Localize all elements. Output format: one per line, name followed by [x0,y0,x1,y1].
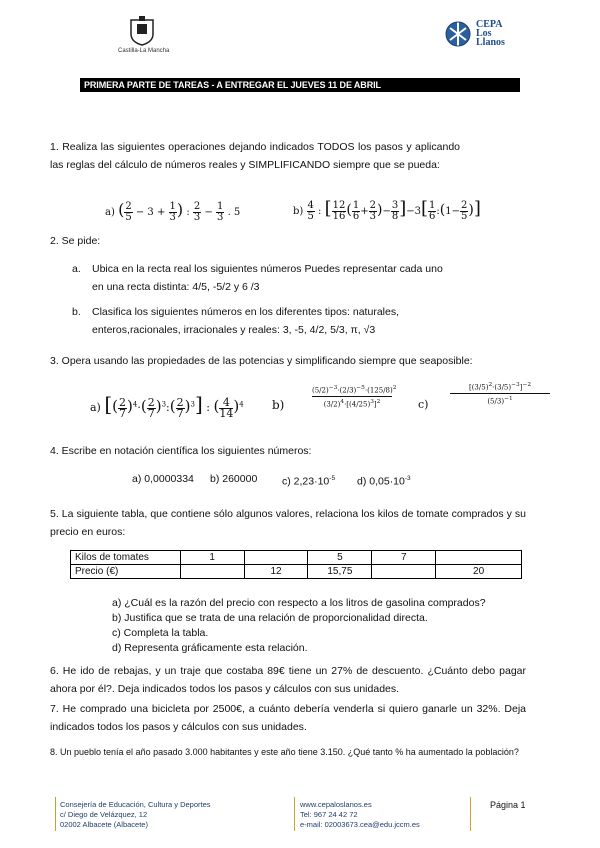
cepa-line1: CEPA [476,19,503,30]
question-1b-expression: b) $\frac{4}{5}$ : [ $\frac{12}{16}$ ( $\frac{1}{6}$ + $\frac{2}{3}$ )− $\frac{3}{8}$ ]−3[ $\frac{1}{6}$ :(1− $\frac{2}{5}$ )] [293,198,481,222]
question-8-text: 8. Un pueblo tenía el año pasado 3.000 habitantes y este año tiene 3.150. ¿Qué tanto % ha aumentado la población? [50,747,519,757]
q4d-exp: -3 [404,475,411,482]
question-1a-expression: a) ( $\frac{2}{5}$ − 3 + $\frac{1}{3}$ ) : $\frac{2}{3}$ − $\frac{1}{3}$ . 5 [105,200,241,223]
footer-address [60,800,211,830]
footer-org: Consejería de Educación, Cultura y Deportes [60,800,211,809]
page-number: Página 1 [490,800,526,810]
table-cell: 1 [180,551,244,565]
question-4c [282,470,335,491]
question-6-text: 6. He ido de rebajas, y un traje que costaba 89€ tiene un 27% de descuento. ¿Cuánto debo pagar ahora por él?. Deja indicados todos los pasos y cálculos con sus unidades. [50,665,526,695]
table-cell [436,551,522,565]
tomato-price-table [70,550,522,579]
footer-contact [300,800,420,830]
question-2b-text: Clasifica los siguientes números en los diferentes tipos: naturales, enteros,racionales, irracionales y reales: 3, -5, 4/2, 5/3, π, √3 [92,306,399,336]
cepa-globe-icon [444,20,472,48]
footer-email-link[interactable]: e-mail: 02003673.cea@edu.jccm.es [300,820,420,829]
table-row [71,565,522,579]
question-3-text: 3. Opera usando las propiedades de las potencias y simplificando siempre que seaposible: [50,355,473,367]
list-item: b) Justifica que se trata de una relación de proporcionalidad directa. [112,612,428,624]
question-2-title: 2. Se pide: [50,235,101,247]
crest-caption: Castilla-La Mancha [118,48,170,54]
q4d-base: d) 0,05·10 [357,475,405,488]
question-7-text: 7. He comprado una bicicleta por 2500€, a cuánto debería venderla si quiero ganarle un 32%. Deja indicados todos los pasos y cálculos con sus unidades. [50,703,526,733]
question-2a-text: Ubica en la recta real los siguientes números Puedes representar cada uno en una recta distinta: 4/5, -5/2 y 6 /3 [92,263,443,293]
question-3b-label: b) [272,398,285,412]
assignment-banner: PRIMERA PARTE DE TAREAS - A ENTREGAR EL JUEVES 11 DE ABRIL [80,78,520,92]
table-cell: 20 [436,565,522,579]
table-cell [180,565,244,579]
castilla-la-mancha-crest [118,14,170,60]
table-cell: Kilos de tomates [71,551,181,565]
table-cell: 7 [372,551,436,565]
question-4d [357,470,411,491]
q1a-label: a) [105,207,115,218]
table-cell [372,565,436,579]
question-5-text: 5. La siguiente tabla, que contiene sólo algunos valores, relaciona los kilos de tomate comprados y su precio en euros: [50,508,526,538]
question-5-items [112,596,532,656]
question-3a-expression: a) [( $\frac{2}{7}$ )$^4$·( $\frac{2}{7}$ )$^3$:( $\frac{2}{7}$ )$^3$] : ( $\frac{4}{14}$ )$^4$ [90,392,244,420]
table-cell: Precio (€) [71,565,181,579]
crest-icon [129,14,155,46]
table-row [71,551,522,565]
footer-city: 02002 Albacete (Albacete) [60,820,148,829]
footer-website-link[interactable]: www.cepaloslanos.es [300,800,372,809]
cepa-line3: Llanos [476,37,505,48]
question-2a-label: a. [72,263,81,275]
q4c-exp: -5 [329,475,336,482]
table-cell: 15,75 [308,565,372,579]
list-item: c) Completa la tabla. [112,627,209,639]
q3a-label: a) [90,401,101,414]
footer-divider [294,797,295,831]
question-1-text: 1. Realiza las siguientes operaciones dejando indicados TODOS los pasos y aplicando las reglas del cálculo de números reales y SIMPLIFICANDO siempre que se pueda: [50,141,460,171]
q1b-label: b) [293,206,304,217]
question-4-text: 4. Escribe en notación científica los siguientes números: [50,445,312,457]
footer-street: c/ Diego de Velázquez, 12 [60,810,148,819]
list-item: a) ¿Cuál es la razón del precio con respecto a los litros de gasolina comprados? [112,597,486,609]
cepa-logo [444,18,534,54]
question-4a: a) 0,0000334 [132,473,194,485]
footer-divider [470,797,471,831]
question-2b-label: b. [72,306,81,318]
question-3c-label: c) [418,398,429,411]
q4c-base: c) 2,23·10 [282,475,330,488]
question-3c-expression: $[(3/5)^2\cdot(3/5)^{-3}]^{-2}$ $(5/3)^{-1}$ [450,382,550,422]
list-item: d) Representa gráficamente esta relación. [112,642,308,654]
cepa-line2: Los [476,28,492,39]
table-cell: 12 [244,565,308,579]
question-4b: b) 260000 [210,473,258,485]
footer-phone: Tel: 967 24 42 72 [300,810,358,819]
question-3b-expression: $(5/2)^{-3}\cdot(2/3)^{-5}\cdot(125/8)^2$ $(3/2)^4\cdot[(4/25)^3]^2$ [312,385,397,409]
table-cell: 5 [308,551,372,565]
table-cell [244,551,308,565]
footer-divider [55,797,56,831]
